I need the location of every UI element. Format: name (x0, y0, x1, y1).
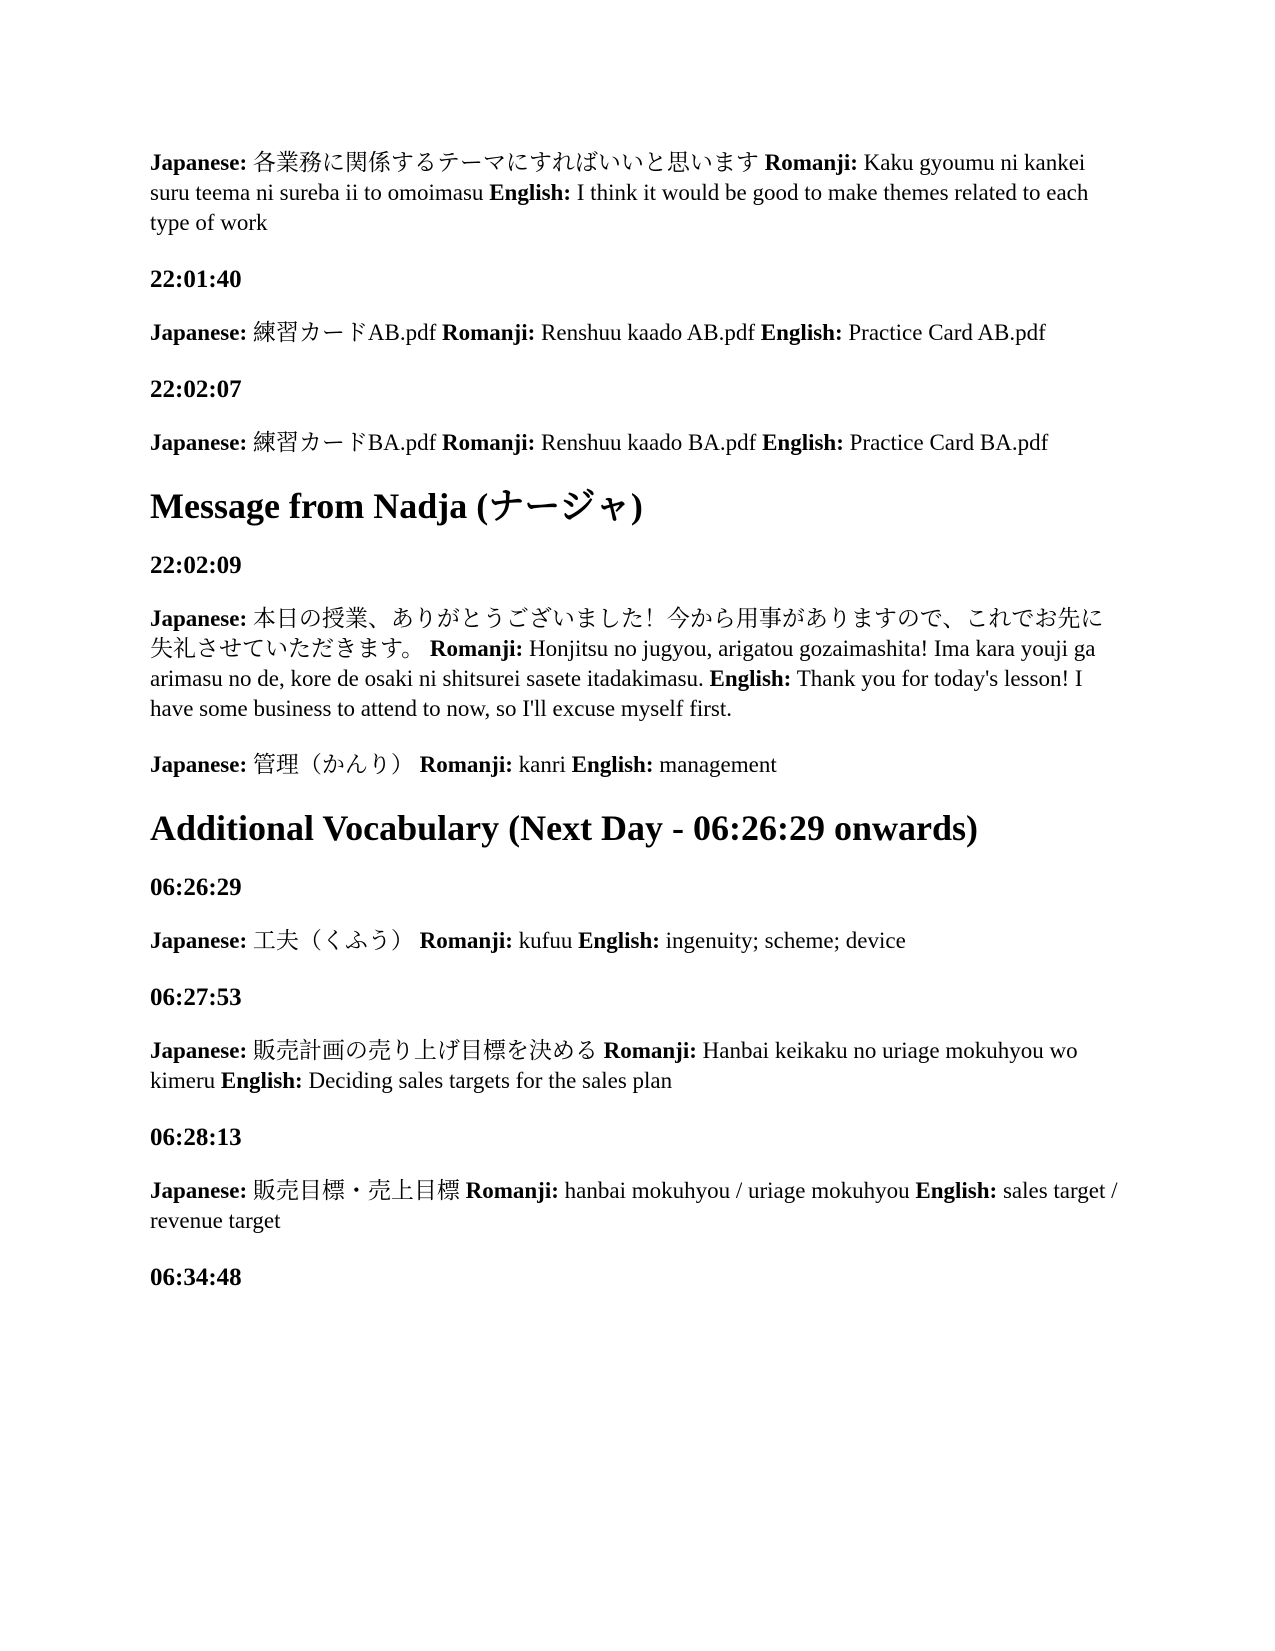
romanji-text: Kaku gyoumu ni kankei suru teema ni sureba ii to omoimasu (150, 150, 1086, 205)
english-text: Thank you for today's lesson! I have some business to attend to now, so I'll excuse myself first. (150, 666, 1083, 721)
romanji-text: kanri (518, 752, 566, 777)
timestamp: 06:34:48 (150, 1264, 242, 1291)
english-label: English: (489, 180, 572, 205)
english-text: Practice Card BA.pdf (849, 430, 1049, 455)
japanese-label: Japanese: (150, 150, 248, 175)
japanese-label: Japanese: (150, 928, 248, 953)
vocab-entry (150, 1036, 1125, 1096)
romanji-text: Hanbai keikaku no uriage mokuhyou wo kimeru (150, 1038, 1078, 1093)
romanji-label: Romanji: (603, 1038, 697, 1063)
japanese-text: 販売計画の売り上げ目標を決める (252, 1038, 598, 1063)
romanji-label: Romanji: (442, 430, 536, 455)
vocab-entry (150, 428, 1125, 458)
romanji-text: Honjitsu no jugyou, arigatou gozaimashita! Ima kara youji ga arimasu no de, kore de osaki ni shitsurei sasete itadakimasu. (150, 636, 1096, 691)
english-label: English: (578, 928, 660, 953)
vocab-entry (150, 750, 1125, 780)
romanji-label: Romanji: (429, 636, 524, 661)
japanese-label: Japanese: (150, 606, 248, 631)
japanese-text: 管理（かんり） (252, 752, 414, 777)
english-label: English: (571, 752, 654, 777)
romanji-text: hanbai mokuhyou / uriage mokuhyou (564, 1178, 910, 1203)
english-text: sales target / revenue target (150, 1178, 1118, 1233)
japanese-label: Japanese: (150, 320, 248, 345)
romanji-label: Romanji: (442, 320, 536, 345)
english-text: Practice Card AB.pdf (848, 320, 1046, 345)
japanese-text: 練習カードAB.pdf (252, 320, 437, 345)
romanji-text: Renshuu kaado AB.pdf (541, 320, 756, 345)
english-label: English: (915, 1178, 998, 1203)
english-label: English: (762, 430, 844, 455)
english-text: ingenuity; scheme; device (665, 928, 906, 953)
english-text: Deciding sales targets for the sales plan (308, 1068, 673, 1093)
vocab-entry (150, 1176, 1125, 1236)
japanese-text: 各業務に関係するテーマにすればいいと思います (252, 150, 759, 175)
document-page (150, 148, 1125, 1316)
timestamp: 22:02:07 (150, 376, 242, 403)
timestamp: 22:01:40 (150, 266, 242, 293)
japanese-text: 練習カードBA.pdf (252, 430, 437, 455)
japanese-label: Japanese: (150, 430, 248, 455)
japanese-label: Japanese: (150, 1178, 248, 1203)
english-label: English: (220, 1068, 303, 1093)
japanese-label: Japanese: (150, 752, 248, 777)
timestamp: 06:26:29 (150, 874, 242, 901)
romanji-label: Romanji: (465, 1178, 559, 1203)
vocab-entry (150, 604, 1125, 724)
romanji-label: Romanji: (419, 752, 513, 777)
vocab-entry (150, 148, 1125, 238)
japanese-text: 本日の授業、ありがとうございました！今から用事がありますので、これでお先に失礼させていただきます。 (150, 606, 1104, 661)
japanese-label: Japanese: (150, 1038, 248, 1063)
vocab-entry (150, 926, 1125, 956)
timestamp: 22:02:09 (150, 552, 242, 579)
section-heading: Additional Vocabulary (Next Day - 06:26:29 onwards) (150, 808, 979, 848)
section-heading: Message from Nadja (ナージャ) (150, 486, 643, 526)
timestamp: 06:28:13 (150, 1124, 242, 1151)
romanji-text: Renshuu kaado BA.pdf (541, 430, 757, 455)
romanji-text: kufuu (518, 928, 573, 953)
english-text: management (659, 752, 777, 777)
japanese-text: 販売目標・売上目標 (252, 1178, 460, 1203)
timestamp: 06:27:53 (150, 984, 242, 1011)
japanese-text: 工夫（くふう） (252, 928, 414, 953)
vocab-entry (150, 318, 1125, 348)
english-text: I think it would be good to make themes related to each type of work (150, 180, 1089, 235)
english-label: English: (760, 320, 843, 345)
romanji-label: Romanji: (419, 928, 513, 953)
romanji-label: Romanji: (764, 150, 858, 175)
english-label: English: (709, 666, 792, 691)
